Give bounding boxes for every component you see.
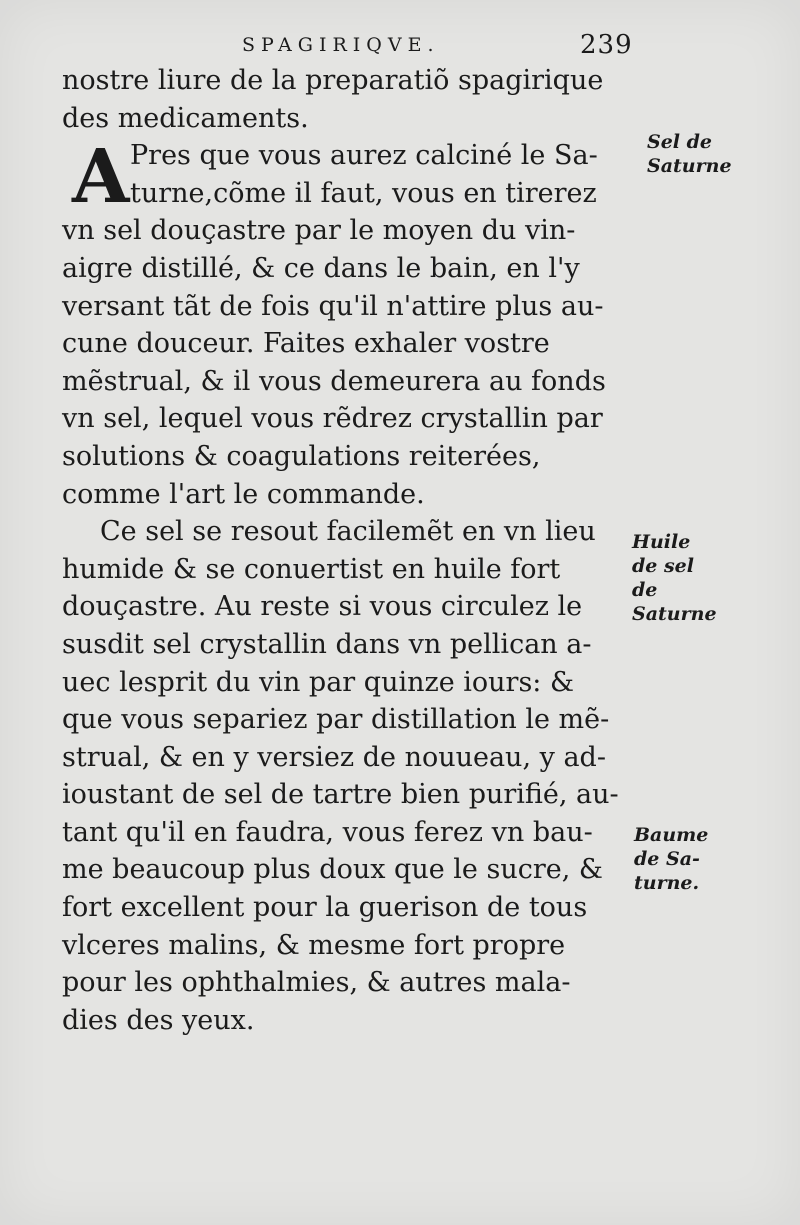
text-line: vn sel, lequel vous rẽdrez crystallin par bbox=[62, 403, 603, 435]
page-number: 239 bbox=[580, 30, 633, 60]
text-line: mẽstrual, & il vous demeurera au fonds bbox=[62, 365, 606, 397]
text-line: uec lesprit du vin par quinze iours: & bbox=[62, 666, 575, 698]
text-line: vn sel douçastre par le moyen du vin- bbox=[62, 215, 576, 247]
text-line: pour les ophthalmies, & autres mala- bbox=[62, 967, 571, 999]
margin-note-line: Huile bbox=[632, 531, 691, 553]
text-line: fort excellent pour la guerison de tous bbox=[62, 892, 588, 924]
text-line: nostre liure de la preparatiõ spagirique bbox=[62, 65, 604, 96]
text-line: turne,cõme il faut, vous en tirerez bbox=[130, 177, 597, 209]
text-line: Pres que vous aurez calciné le Sa- bbox=[130, 140, 598, 172]
text-line: me beaucoup plus doux que le sucre, & bbox=[62, 854, 603, 886]
text-line: cune douceur. Faites exhaler vostre bbox=[62, 328, 550, 360]
margin-note-line: turne. bbox=[634, 872, 700, 894]
text-line: strual, & en y versiez de nouueau, y ad- bbox=[62, 741, 606, 773]
text-line: des medicaments. bbox=[62, 102, 309, 134]
text-line: comme l'art le commande. bbox=[62, 478, 425, 510]
drop-cap: A bbox=[72, 134, 130, 221]
text-line: que vous separiez par distillation le mẽ- bbox=[62, 704, 610, 736]
text-line: tant qu'il en faudra, vous ferez vn bau- bbox=[62, 816, 593, 848]
text-line: dies des yeux. bbox=[62, 1004, 255, 1036]
margin-note-line: de sel de bbox=[632, 555, 694, 601]
margin-note-sel-de-saturne bbox=[647, 130, 737, 178]
margin-note-huile bbox=[632, 530, 722, 626]
margin-note-line: Sel de bbox=[647, 131, 713, 153]
margin-note-line: Baume bbox=[634, 824, 709, 846]
main-text bbox=[62, 62, 632, 1039]
text-line: humide & se conuertist en huile fort bbox=[62, 553, 561, 585]
running-title: SPAGIRIQVE. bbox=[242, 34, 440, 56]
text-line: versant tãt de fois qu'il n'attire plus au- bbox=[62, 290, 604, 322]
text-line: douçastre. Au reste si vous circulez le bbox=[62, 591, 583, 623]
text-line: aigre distillé, & ce dans le bain, en l'y bbox=[62, 252, 580, 284]
text-line: ioustant de sel de tartre bien purifié, au- bbox=[62, 779, 619, 811]
text-line: vlceres malins, & mesme fort propre bbox=[62, 929, 566, 961]
margin-note-line: Saturne bbox=[632, 603, 717, 625]
margin-note-baume bbox=[634, 823, 724, 895]
paragraph-with-drop-cap bbox=[62, 134, 632, 513]
margin-note-line: de Sa- bbox=[634, 848, 700, 870]
text-line: susdit sel crystallin dans vn pellican a- bbox=[62, 628, 592, 660]
text-line: solutions & coagulations reiterées, bbox=[62, 440, 541, 472]
margin-note-line: Saturne bbox=[647, 155, 732, 177]
text-line: Ce sel se resout facilemẽt en vn lieu bbox=[100, 516, 596, 548]
